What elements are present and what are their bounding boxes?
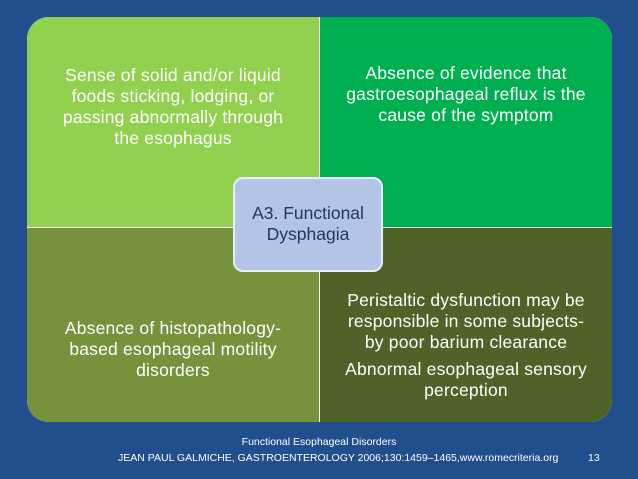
quadrant-text: cause of the symptom (378, 105, 554, 125)
quadrant-text: gastroesophageal reflux is the (346, 84, 586, 104)
quadrant-text: responsible in some subjects- (347, 311, 585, 331)
center-title: A3. Functional (252, 203, 364, 223)
quadrant-text: Peristaltic dysfunction may be (347, 290, 585, 310)
quadrant-text: foods sticking, lodging, or (71, 86, 275, 106)
quadrant-text: passing abnormally through (62, 107, 284, 127)
quadrant-text: Absence of histopathology- (64, 318, 282, 338)
page-number: 13 (588, 452, 600, 464)
center-label-box (233, 177, 383, 272)
quadrant-text: perception (424, 380, 508, 400)
quadrant-text: by poor barium clearance (364, 332, 568, 352)
quadrant-text: Abnormal esophageal sensory (345, 359, 587, 379)
center-title: Dysphagia (266, 224, 350, 244)
quadrant-text: Absence of evidence that (365, 63, 567, 83)
footer-citation: JEAN PAUL GALMICHE, GASTROENTEROLOGY 2006;130:1459–1465,www.romecriteria.org (118, 452, 559, 464)
quadrant-text: Sense of solid and/or liquid (65, 65, 281, 85)
quadrant-text: based esophageal motility (69, 339, 277, 359)
footer-title: Functional Esophageal Disorders (241, 436, 397, 448)
quadrant-text: the esophagus (114, 128, 232, 148)
quadrant-text: disorders (136, 360, 210, 380)
